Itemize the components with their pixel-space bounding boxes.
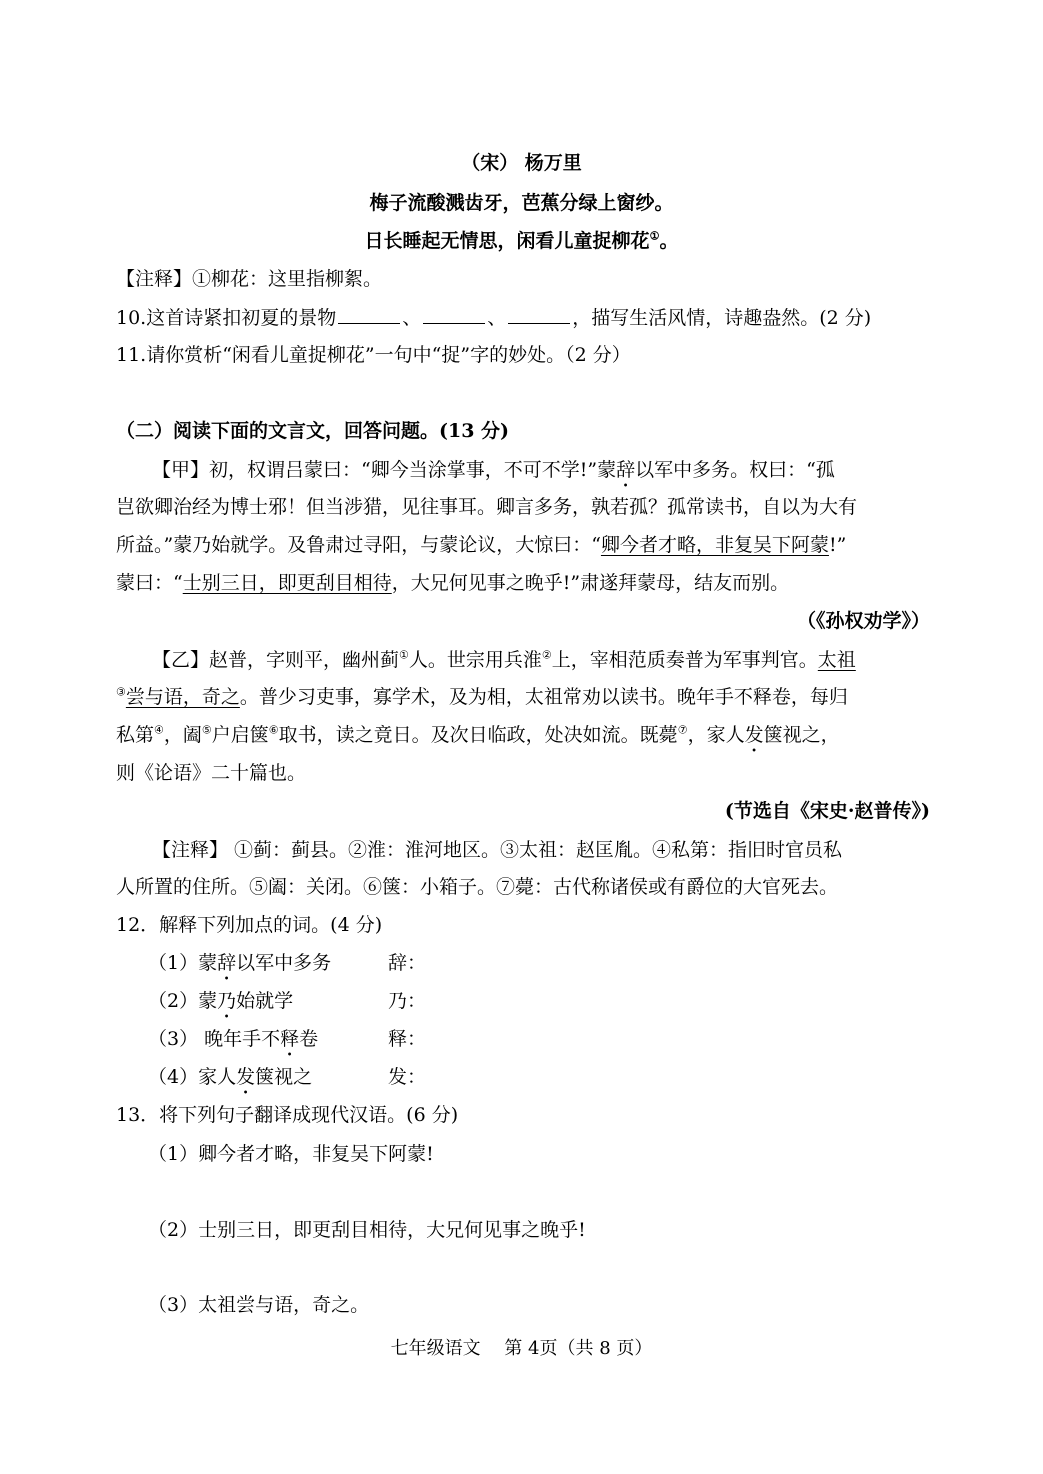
q12-dotted-word: 辞: [217, 952, 237, 974]
poem-author: （宋） 杨万里: [461, 152, 582, 174]
answer-blank-1[interactable]: [338, 305, 400, 324]
q12-dotted-word: 释: [280, 1028, 300, 1050]
yi-line-4: 则《论语》二十篇也。: [116, 762, 307, 784]
underlined-sentence-3b: 尝与语，奇之: [125, 686, 240, 708]
footnote-mark: ④: [154, 723, 164, 737]
jia-line-4: [116, 570, 1043, 596]
q10-sep-1: 、: [402, 307, 422, 329]
yi-line-3: [116, 722, 1043, 757]
yi-l3-a: 私第: [116, 724, 155, 746]
q12-answer-2[interactable]: 乃：: [388, 990, 427, 1012]
q12-item-pre: （1）蒙: [148, 952, 218, 974]
poem-line-2-end: 。: [659, 230, 679, 252]
question-11: 11.请你赏析“闲看儿童捉柳花”一句中“捉”字的妙处。（2 分）: [116, 344, 631, 366]
q12-answer-3[interactable]: 释：: [388, 1028, 427, 1050]
yi-l1-b: 人。世宗用兵淮: [408, 649, 542, 671]
yi-source: (节选自《宋史·赵普传》): [724, 800, 930, 822]
jia-l1-text: 【甲】初，权谓吕蒙曰：“卿今当涂掌事，不可不学!”蒙: [152, 459, 617, 481]
q12-item-pre: （3） 晚年手不: [148, 1028, 281, 1050]
q12-item-post: 以军中多务: [236, 952, 332, 974]
yi-l3-e: ，家人: [687, 724, 745, 746]
q12-item-post: 始就学: [236, 990, 294, 1012]
underlined-sentence-3a: 太祖: [817, 649, 856, 671]
yi-l3-b: ，阖: [163, 724, 202, 746]
underlined-sentence-2: 士别三日，即更刮目相待: [182, 572, 392, 594]
jia-l3-text: 所益。”蒙乃始就学。及鲁肃过寻阳，与蒙论议，大惊曰：“: [116, 534, 601, 556]
footnote-mark: ①: [399, 648, 409, 662]
question-12: 12．解释下列加点的词。(4 分): [116, 914, 383, 936]
footnote-mark: ⑦: [677, 723, 688, 737]
q12-item-post: 卷: [299, 1028, 319, 1050]
footnote-mark: ②: [541, 648, 552, 662]
yi-line-2: [116, 684, 1043, 710]
footnote-mark: ③: [116, 685, 126, 699]
q12-dotted-word: 发: [236, 1066, 256, 1088]
jia-line-2: 岂欲卿治经为博士邪！但当涉猎，见往事耳。卿言多务，孰若孤？孤常读书，自以为大有: [116, 496, 858, 518]
yi-line-1: [152, 647, 1043, 673]
dotted-word-ci: 辞: [616, 459, 636, 481]
jia-line-3: [116, 532, 1043, 558]
notes-line-2: 人所置的住所。⑤阖：关闭。⑥箧：小箱子。⑦薨：古代称诸侯或有爵位的大官死去。: [116, 876, 839, 898]
yi-l3-d: 取书，读之竟日。及次日临政，处决如流。既薨: [278, 724, 678, 746]
answer-blank-3[interactable]: [508, 305, 570, 324]
q13-sentence-3: （3）太祖尝与语，奇之。: [148, 1294, 370, 1316]
poem-line-1: 梅子流酸溅齿牙，芭蕉分绿上窗纱。: [369, 192, 674, 214]
underlined-sentence-1: 卿今者才略，非复吴下阿蒙: [600, 534, 829, 556]
q12-dotted-word: 乃: [217, 990, 237, 1012]
yi-l3-f: 箧视之，: [763, 724, 840, 746]
q13-sentence-2: （2）士别三日，即更刮目相待，大兄何见事之晚乎!: [148, 1219, 586, 1241]
yi-l1-c: 上，宰相范质奏普为军事判官。: [551, 649, 818, 671]
section-2-heading: （二）阅读下面的文言文，回答问题。(13 分): [116, 420, 510, 442]
footnote-mark: ⑤: [201, 723, 212, 737]
jia-source: （《孙权劝学》）: [796, 610, 930, 632]
jia-l4-text: 蒙曰：“: [116, 572, 183, 594]
jia-l1-end: 以军中多务。权曰：“孤: [635, 459, 835, 481]
yi-l3-c: 户启箧: [211, 724, 269, 746]
page-footer: 七年级语文 第 4页（共 8 页）: [390, 1338, 653, 1359]
jia-l3-end: !”: [828, 534, 847, 556]
poem-line-2-text: 日长睡起无情思，闲看儿童捉柳花: [364, 230, 650, 252]
q12-item-pre: （4）家人: [148, 1066, 237, 1088]
jia-line-1: [152, 457, 1043, 492]
q13-sentence-1: （1）卿今者才略，非复吴下阿蒙!: [148, 1143, 434, 1165]
q12-answer-4[interactable]: 发：: [388, 1066, 427, 1088]
q10-sep-2: 、: [487, 307, 507, 329]
poem-line-2: [0, 228, 1043, 254]
dotted-word-fa: 发: [744, 724, 764, 746]
notes-line-1: 【注释】 ①蓟：蓟县。②淮：淮河地区。③太祖：赵匡胤。④私第：指旧时官员私: [152, 839, 843, 861]
q12-item-pre: （2）蒙: [148, 990, 218, 1012]
yi-l1-a: 【乙】赵普，字则平，幽州蓟: [152, 649, 400, 671]
jia-l4-end: ，大兄何见事之晚乎!”肃遂拜蒙母，结友而别。: [391, 572, 790, 594]
yi-l2-text: 。普少习吏事，寡学术，及为相，太祖常劝以读书。晚年手不释卷，每归: [239, 686, 848, 708]
poem-note: 【注释】①柳花：这里指柳絮。: [116, 268, 383, 290]
q12-item-post: 箧视之: [255, 1066, 313, 1088]
footnote-mark: ①: [649, 229, 660, 243]
footnote-mark: ⑥: [268, 723, 279, 737]
q10-tail: ，描写生活风情，诗趣盎然。(2 分): [572, 307, 872, 329]
question-10: [116, 305, 1043, 331]
answer-blank-2[interactable]: [423, 305, 485, 324]
question-13: 13．将下列句子翻译成现代汉语。(6 分): [116, 1104, 459, 1126]
q12-answer-1[interactable]: 辞：: [388, 952, 427, 974]
q10-text: 10.这首诗紧扣初夏的景物: [116, 307, 337, 329]
